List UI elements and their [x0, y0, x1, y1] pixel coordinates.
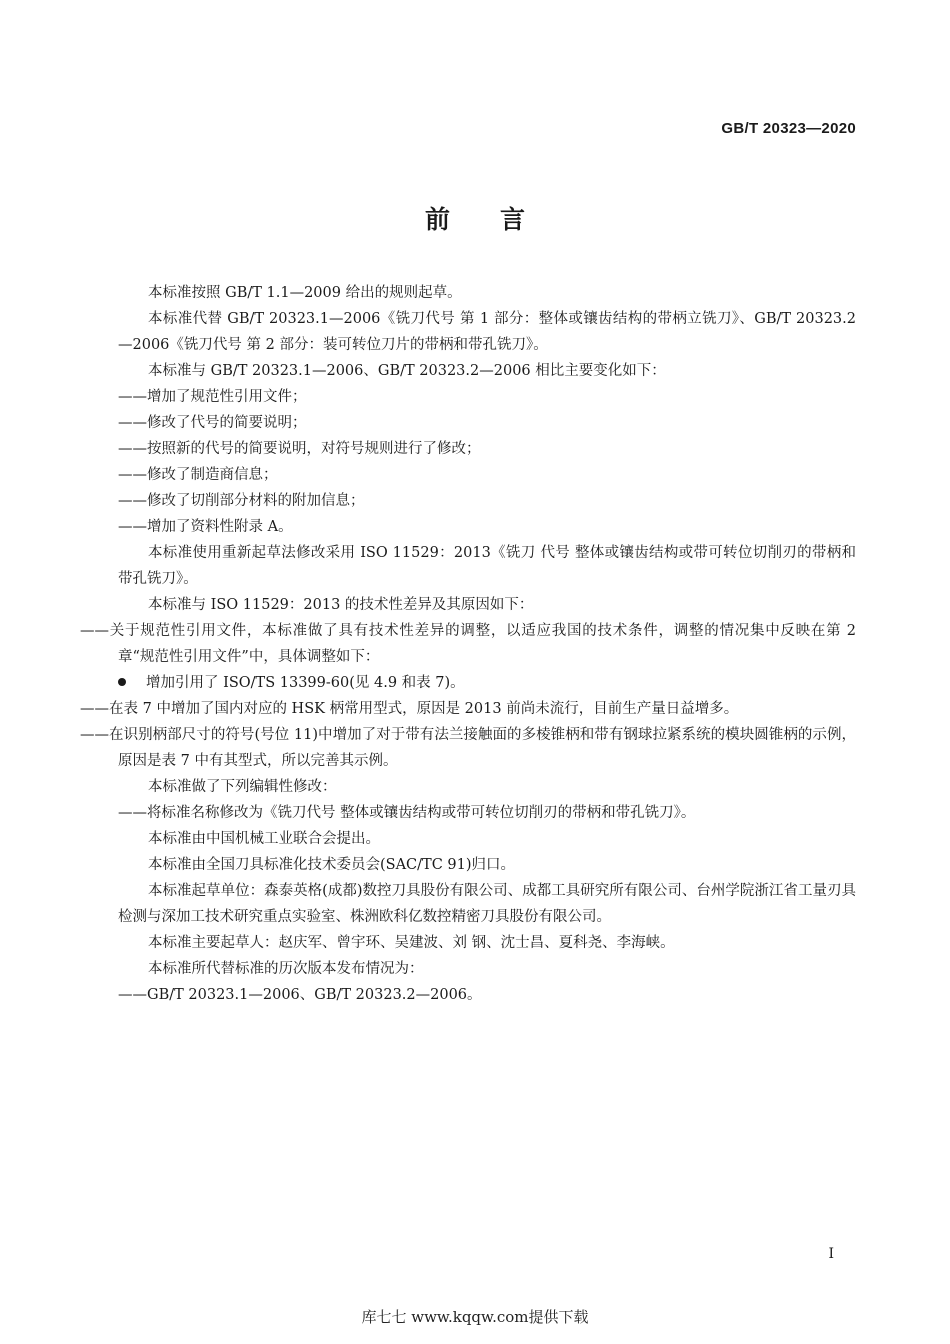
paragraph: 本标准与 ISO 11529：2013 的技术性差异及其原因如下： — [148, 597, 534, 613]
bullet-item — [118, 670, 856, 696]
paragraph: 本标准由中国机械工业联合会提出。 — [148, 831, 380, 847]
paragraph: 本标准由全国刀具标准化技术委员会(SAC/TC 91)归口。 — [148, 857, 516, 873]
bullet-text: 增加引用了 ISO/TS 13399-60(见 4.9 和表 7)。 — [146, 675, 465, 691]
difference-item: ——在识别柄部尺寸的符号(号位 11)中增加了对于带有法兰接触面的多棱锥柄和带有钢球拉紧系统的模块圆锥柄的示例，原因是表 7 中有其型式，所以完善其示例。 — [80, 727, 856, 769]
change-item: ——增加了资料性附录 A。 — [118, 519, 293, 535]
foreword-body — [80, 280, 856, 1008]
paragraph: 本标准做了下列编辑性修改： — [148, 779, 337, 795]
change-item: ——增加了规范性引用文件； — [118, 389, 307, 405]
paragraph: 本标准所代替标准的历次版本发布情况为： — [148, 961, 424, 977]
difference-item: ——在表 7 中增加了国内对应的 HSK 柄常用型式，原因是 2013 前尚未流行，目前生产量日益增多。 — [80, 701, 739, 717]
bullet-icon — [118, 678, 126, 686]
page-title: 前言 — [424, 205, 575, 234]
paragraph: 本标准与 GB/T 20323.1—2006、GB/T 20323.2—2006 相比主要变化如下： — [148, 363, 666, 379]
change-item: ——修改了切削部分材料的附加信息； — [118, 493, 365, 509]
change-item: ——按照新的代号的简要说明，对符号规则进行了修改； — [118, 441, 481, 457]
paragraph: 本标准起草单位：森泰英格(成都)数控刀具股份有限公司、成都工具研究所有限公司、台州学院浙江省工量刃具检测与深加工技术研究重点实验室、株洲欧科亿数控精密刀具股份有限公司。 — [118, 883, 856, 925]
paragraph: 本标准代替 GB/T 20323.1—2006《铣刀代号 第 1 部分：整体或镶齿结构的带柄立铣刀》、GB/T 20323.2—2006《铣刀代号 第 2 部分：装可转位刀片的带柄和带孔铣刀》。 — [118, 311, 856, 353]
paragraph: 本标准主要起草人：赵庆军、曾宇环、吴建波、刘 钢、沈士昌、夏科尧、李海峡。 — [148, 935, 675, 951]
change-item: ——修改了代号的简要说明； — [118, 415, 307, 431]
page-number: I — [828, 1246, 834, 1262]
paragraph: 本标准使用重新起草法修改采用 ISO 11529：2013《铣刀 代号 整体或镶齿结构或带可转位切削刃的带柄和带孔铣刀》。 — [118, 545, 856, 587]
difference-item: ——关于规范性引用文件，本标准做了具有技术性差异的调整，以适应我国的技术条件，调整的情况集中反映在第 2 章“规范性引用文件”中，具体调整如下： — [80, 623, 856, 665]
change-item: ——修改了制造商信息； — [118, 467, 278, 483]
history-item: ——GB/T 20323.1—2006、GB/T 20323.2—2006。 — [118, 987, 482, 1003]
edit-item: ——将标准名称修改为《铣刀代号 整体或镶齿结构或带可转位切削刃的带柄和带孔铣刀》。 — [118, 805, 696, 821]
standard-code: GB/T 20323—2020 — [721, 120, 856, 137]
paragraph: 本标准按照 GB/T 1.1—2009 给出的规则起草。 — [148, 285, 462, 301]
download-footer: 库七七 www.kqqw.com提供下载 — [361, 1308, 589, 1326]
